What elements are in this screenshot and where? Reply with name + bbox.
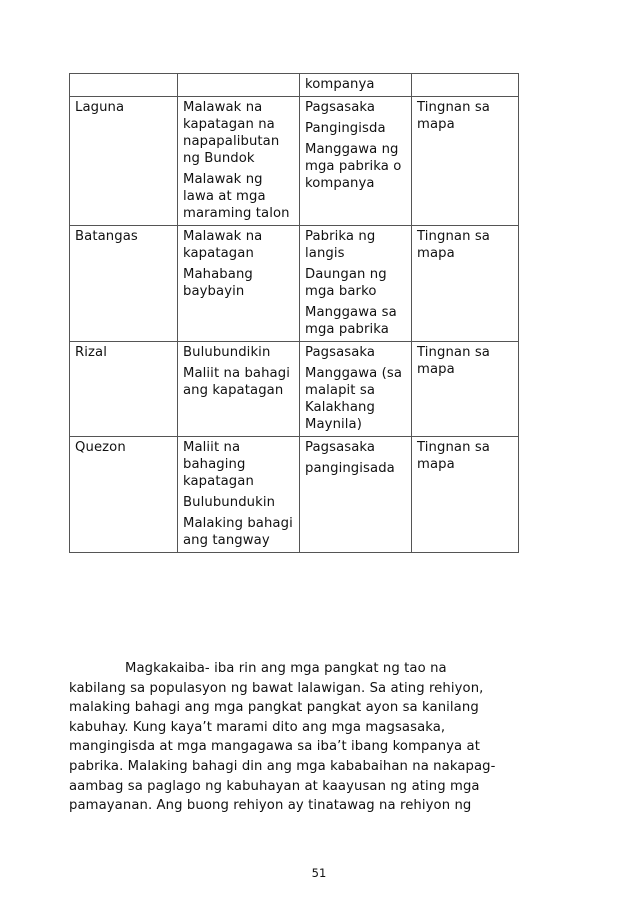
province-cell [70,226,178,342]
paragraph-line: kabuhay. Kung kaya’t marami dito ang mga magsasaka, [69,719,446,735]
livelihood-cell [300,226,412,342]
cell-text: kompanya [305,77,375,92]
province-cell [70,437,178,553]
province-cell [70,74,178,97]
table-row [70,74,519,97]
cell-text: Maliit na bahagi ang kapatagan [183,366,290,398]
cell-text: Tingnan sa mapa [417,440,490,472]
table-row [70,97,519,226]
province-cell [70,97,178,226]
table-row [70,226,519,342]
body-paragraph [69,659,569,816]
cell-text: Manggawa sa mga pabrika [305,305,397,337]
table-row [70,437,519,553]
paragraph-line: pabrika. Malaking bahagi din ang mga kababaihan na nakapag- [69,758,496,774]
location-cell [412,437,519,553]
livelihood-cell [300,342,412,437]
geography-cell [178,226,300,342]
geography-cell [178,437,300,553]
location-cell [412,97,519,226]
table-body [70,74,519,553]
cell-text: Pagsasaka [305,100,376,115]
cell-text: Bulubundukin [183,495,276,510]
cell-text: Daungan ng mga barko [305,267,387,299]
cell-text: Tingnan sa mapa [417,345,490,377]
livelihood-cell [300,437,412,553]
geography-cell [178,74,300,97]
geography-cell [178,97,300,226]
cell-text: Pagsasaka [305,440,376,455]
cell-text: Pabrika ng langis [305,229,376,261]
cell-text: Tingnan sa mapa [417,229,490,261]
cell-text: Pagsasaka [305,345,376,360]
cell-text: Manggawa ng mga pabrika o kompanya [305,142,402,191]
cell-text: Bulubundikin [183,345,271,360]
province-cell [70,342,178,437]
cell-text: Manggawa (sa malapit sa Kalakhang Maynila) [305,366,402,432]
cell-text: Batangas [75,229,138,244]
location-cell [412,342,519,437]
cell-text: Malawak ng lawa at mga maraming talon [183,172,290,221]
cell-text: Pangingisda [305,121,386,136]
cell-text: Maliit na bahaging kapatagan [183,440,254,489]
paragraph-line: aambag sa paglago ng kabuhayan at kaayusan ng ating mga [69,778,480,794]
paragraph-line: kabilang sa populasyon ng bawat lalawigan. Sa ating rehiyon, [69,680,484,696]
paragraph-line: Magkakaiba- iba rin ang mga pangkat ng tao na [125,661,447,676]
province-table [69,73,519,553]
table-row [70,342,519,437]
location-cell [412,74,519,97]
location-cell [412,226,519,342]
cell-text: pangingisada [305,461,395,476]
paragraph-line: pamayanan. Ang buong rehiyon ay tinatawag na rehiyon ng [69,798,472,814]
cell-text: Malaking bahagi ang tangway [183,516,293,548]
cell-text: Tingnan sa mapa [417,100,490,132]
paragraph-line: mangingisda at mga mangagawa sa iba’t ibang kompanya at [69,739,480,755]
cell-text: Rizal [75,345,107,360]
paragraph-line: malaking bahagi ang mga pangkat pangkat ayon sa kanilang [69,700,479,716]
cell-text: Quezon [75,440,126,455]
geography-cell [178,342,300,437]
cell-text: Malawak na kapatagan na napapalibutan ng Bundok [183,100,280,166]
livelihood-cell [300,74,412,97]
cell-text: Mahabang baybayin [183,267,253,299]
page-number: 51 [311,866,327,880]
cell-text: Malawak na kapatagan [183,229,263,261]
cell-text: Laguna [75,100,125,115]
livelihood-cell [300,97,412,226]
